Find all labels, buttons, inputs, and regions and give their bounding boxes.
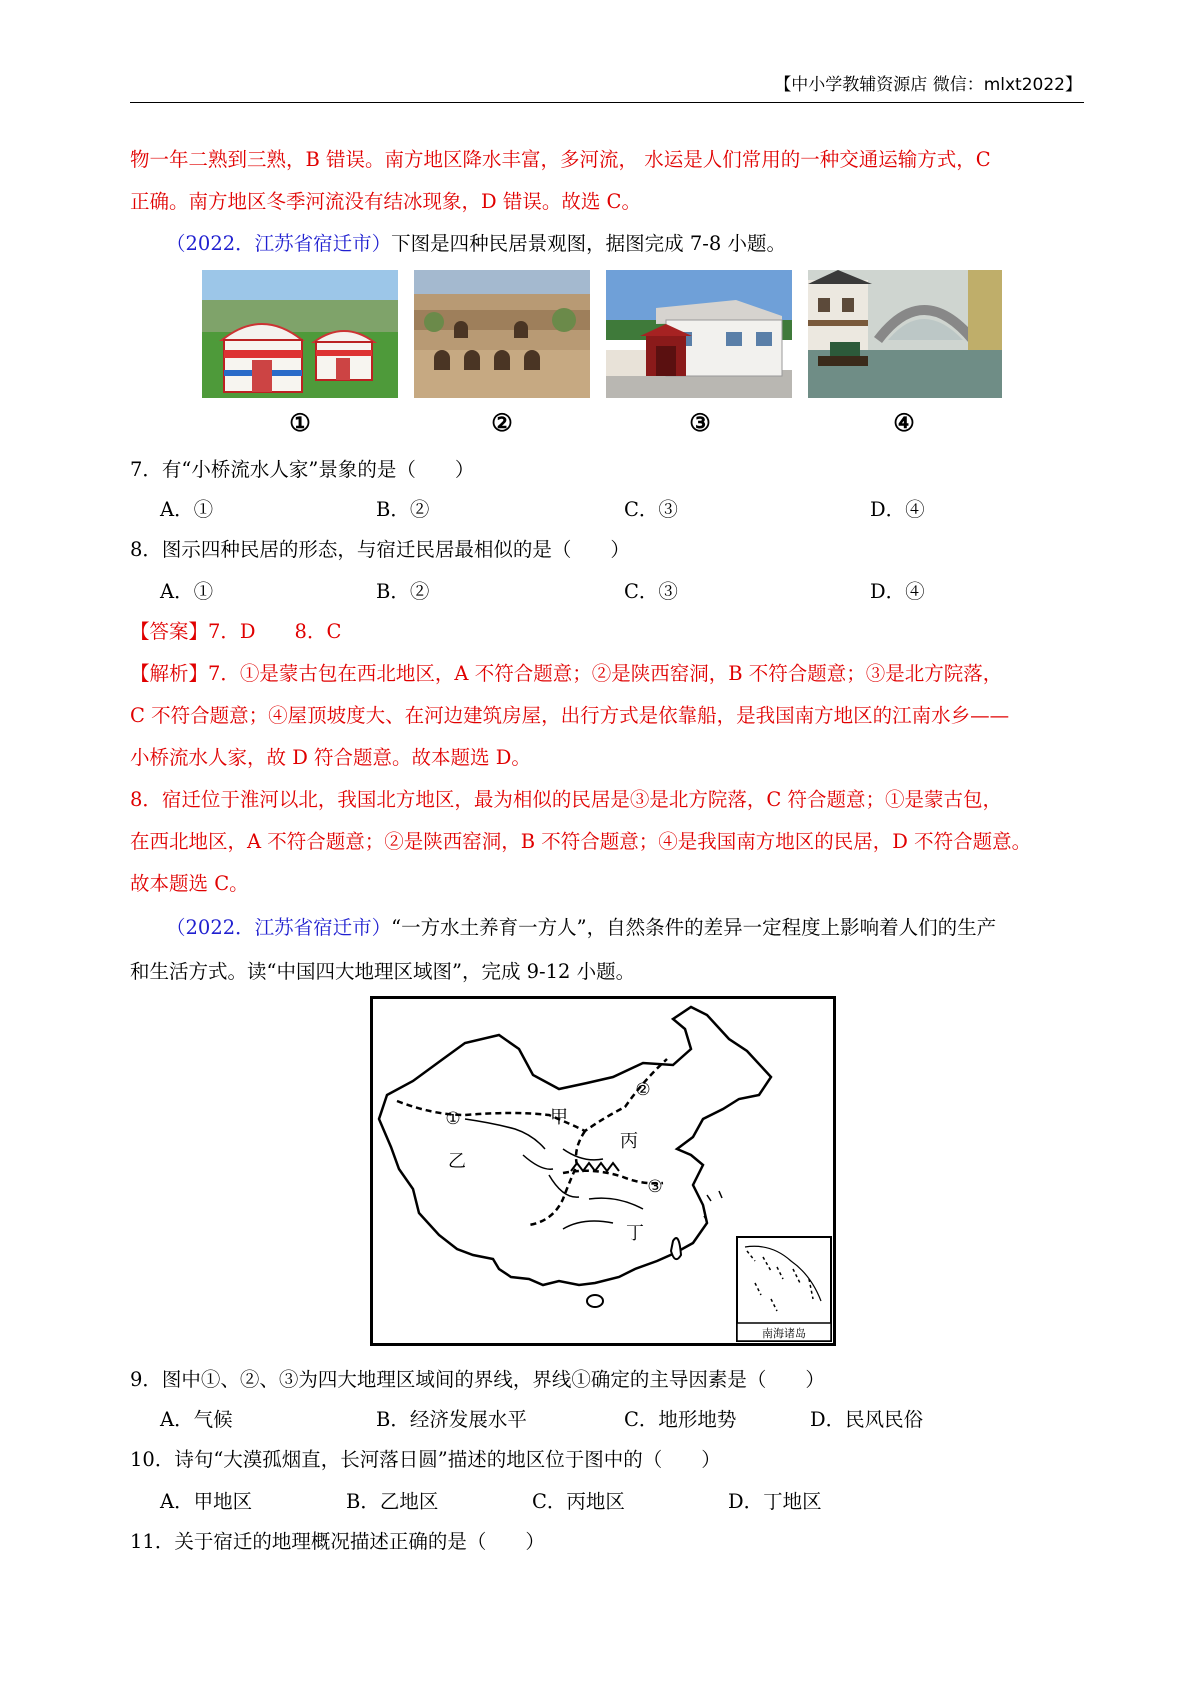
region-label-yi: 乙	[448, 1151, 466, 1172]
q10-option-a: A．甲地区	[160, 1490, 253, 1513]
analysis-7-line-3: 小桥流水人家，故 D 符合题意。故本题选 D。	[130, 746, 531, 769]
taiwan-island	[671, 1238, 681, 1259]
q78-intro	[166, 234, 1126, 254]
line-label-3: ③	[647, 1177, 663, 1197]
q9-option-a: A．气候	[160, 1408, 233, 1431]
analysis-8-line-2: 在西北地区，A 不符合题意；②是陕西窑洞，B 不符合题意；④是我国南方地区的民居，D 不符合题意。	[130, 830, 1032, 853]
header-rule	[130, 102, 1084, 103]
prev-analysis-line-1: 物一年二熟到三熟，B 错误。南方地区降水丰富，多河流， 水运是人们常用的一种交通运输方式，C	[130, 148, 991, 171]
region-label-bing: 丙	[620, 1131, 638, 1152]
q78-intro-text: 下图是四种民居景观图，据图完成 7-8 小题。	[391, 232, 786, 255]
china-outline	[379, 1007, 771, 1285]
photo-label-3: ③	[689, 408, 711, 437]
q912-intro-line-1	[166, 918, 1066, 938]
hainan-island	[587, 1295, 603, 1307]
q7-option-a: A．①	[160, 498, 214, 521]
q8-option-d: D．④	[870, 580, 925, 603]
q10-option-c: C．丙地区	[532, 1490, 625, 1513]
prev-analysis-line-2: 正确。南方地区冬季河流没有结冰现象，D 错误。故选 C。	[130, 190, 641, 213]
q912-intro-text-1: “一方水土养育一方人”，自然条件的差异一定程度上影响着人们的生产	[391, 916, 997, 939]
analysis-8-line-3: 故本题选 C。	[130, 872, 249, 895]
q7-option-d: D．④	[870, 498, 925, 521]
photo-cave-dwelling	[414, 270, 590, 398]
q78-source: （2022．江苏省宿迁市）	[166, 232, 392, 255]
q7-option-b: B．②	[376, 498, 430, 521]
q10-option-b: B．乙地区	[346, 1490, 439, 1513]
inset-label: 南海诸岛	[762, 1327, 806, 1340]
q7-option-c: C．③	[624, 498, 678, 521]
china-regions-map	[370, 996, 836, 1346]
region-label-jia: 甲	[550, 1107, 568, 1128]
q11-stem: 11．关于宿迁的地理概况描述正确的是（ ）	[130, 1530, 545, 1553]
analysis-8-line-1: 8．宿迁位于淮河以北，我国北方地区，最为相似的民居是③是北方院落，C 符合题意；①是蒙古包，	[130, 788, 1003, 811]
q912-intro-line-2: 和生活方式。读“中国四大地理区域图”，完成 9-12 小题。	[130, 960, 636, 983]
photo-label-1: ①	[289, 408, 311, 437]
q9-option-d: D．民风民俗	[810, 1408, 924, 1431]
nanhai-inset	[737, 1237, 831, 1341]
page-header: 【中小学教辅资源店 微信：mlxt2022】	[774, 75, 1082, 95]
q8-option-a: A．①	[160, 580, 214, 603]
answer-7-8: 【答案】7．D 8．C	[130, 620, 342, 643]
photo-yurt	[202, 270, 398, 398]
china-map-svg	[373, 999, 833, 1343]
dwelling-photos	[202, 270, 1002, 440]
line-label-2: ②	[635, 1080, 651, 1100]
q10-option-d: D．丁地区	[728, 1490, 822, 1513]
q9-option-b: B．经济发展水平	[376, 1408, 527, 1431]
q10-stem: 10．诗句“大漠孤烟直，长河落日圆”描述的地区位于图中的（ ）	[130, 1448, 721, 1471]
q8-option-b: B．②	[376, 580, 430, 603]
q8-option-c: C．③	[624, 580, 678, 603]
photo-courtyard-house	[606, 270, 792, 398]
photo-water-town	[808, 270, 1002, 398]
q9-option-c: C．地形地势	[624, 1408, 737, 1431]
q9-stem: 9．图中①、②、③为四大地理区域间的界线，界线①确定的主导因素是（ ）	[130, 1368, 825, 1391]
line-label-1: ①	[445, 1109, 461, 1129]
q8-stem: 8．图示四种民居的形态，与宿迁民居最相似的是（ ）	[130, 538, 630, 561]
q912-source: （2022．江苏省宿迁市）	[166, 916, 392, 939]
region-label-ding: 丁	[626, 1223, 644, 1244]
analysis-7-line-1: 【解析】7．①是蒙古包在西北地区，A 不符合题意；②是陕西窑洞，B 不符合题意；③是北方院落，	[130, 662, 1003, 685]
photo-label-4: ④	[893, 408, 915, 437]
q7-stem: 7．有“小桥流水人家”景象的是（ ）	[130, 458, 475, 481]
analysis-7-line-2: C 不符合题意；④屋顶坡度大、在河边建筑房屋，出行方式是依靠船，是我国南方地区的江南水乡——	[130, 704, 1010, 727]
photo-label-2: ②	[491, 408, 513, 437]
